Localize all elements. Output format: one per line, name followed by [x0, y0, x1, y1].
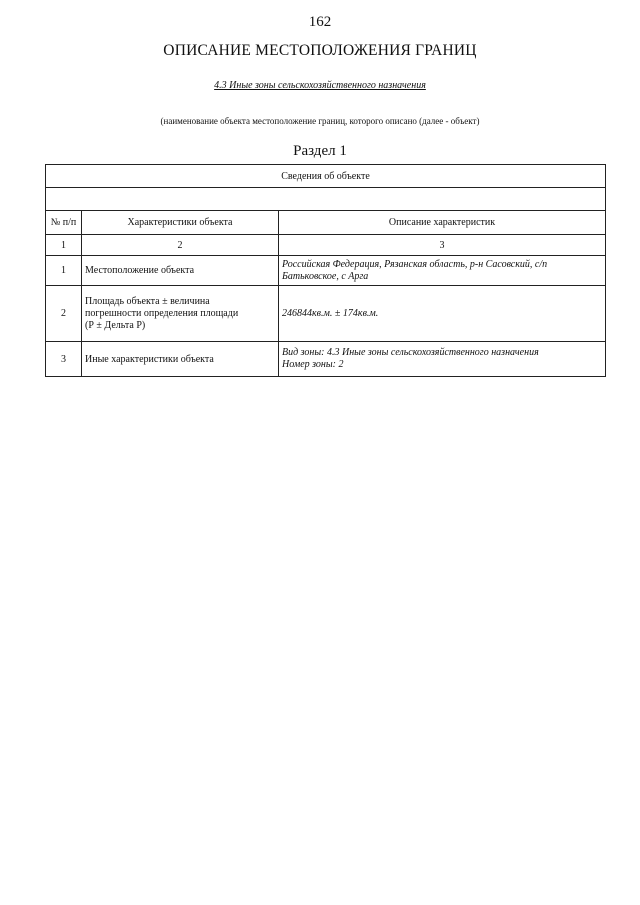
table-blank-cell: [46, 188, 606, 211]
row-description: Вид зоны: 4.3 Иные зоны сельскохозяйственного назначения Номер зоны: 2: [279, 342, 606, 377]
row-characteristic: Иные характеристики объекта: [82, 342, 279, 377]
column-index-1: 1: [46, 235, 82, 256]
row-number: 2: [46, 286, 82, 342]
column-name-description: Описание характеристик: [279, 211, 606, 235]
table-row: [46, 256, 606, 286]
section-title: Раздел 1: [293, 143, 347, 159]
row-number: 1: [46, 256, 82, 286]
table-header-row: [46, 165, 606, 188]
object-name: 4.3 Иные зоны сельскохозяйственного назначения: [214, 80, 426, 91]
row-description: 246844кв.м. ± 174кв.м.: [279, 286, 606, 342]
row-number: 3: [46, 342, 82, 377]
row-characteristic: Местоположение объекта: [82, 256, 279, 286]
table-header: Сведения об объекте: [46, 165, 606, 188]
object-info-table: [45, 164, 606, 377]
column-name-num: № п/п: [46, 211, 82, 235]
table-row: [46, 286, 606, 342]
document-title: ОПИСАНИЕ МЕСТОПОЛОЖЕНИЯ ГРАНИЦ: [163, 42, 477, 59]
row-description: Российская Федерация, Рязанская область, р-н Сасовский, с/п Батьковское, с Арга: [279, 256, 606, 286]
column-names-row: [46, 211, 606, 235]
column-index-2: 2: [82, 235, 279, 256]
table-row: [46, 342, 606, 377]
page-number: 162: [308, 14, 332, 30]
row-characteristic: Площадь объекта ± величина погрешности определения площади (Р ± Дельта Р): [82, 286, 279, 342]
column-index-3: 3: [279, 235, 606, 256]
column-name-characteristic: Характеристики объекта: [82, 211, 279, 235]
column-index-row: [46, 235, 606, 256]
object-name-caption: (наименование объекта местоположение границ, которого описано (далее - объект): [160, 116, 480, 126]
table-blank-row: [46, 188, 606, 211]
